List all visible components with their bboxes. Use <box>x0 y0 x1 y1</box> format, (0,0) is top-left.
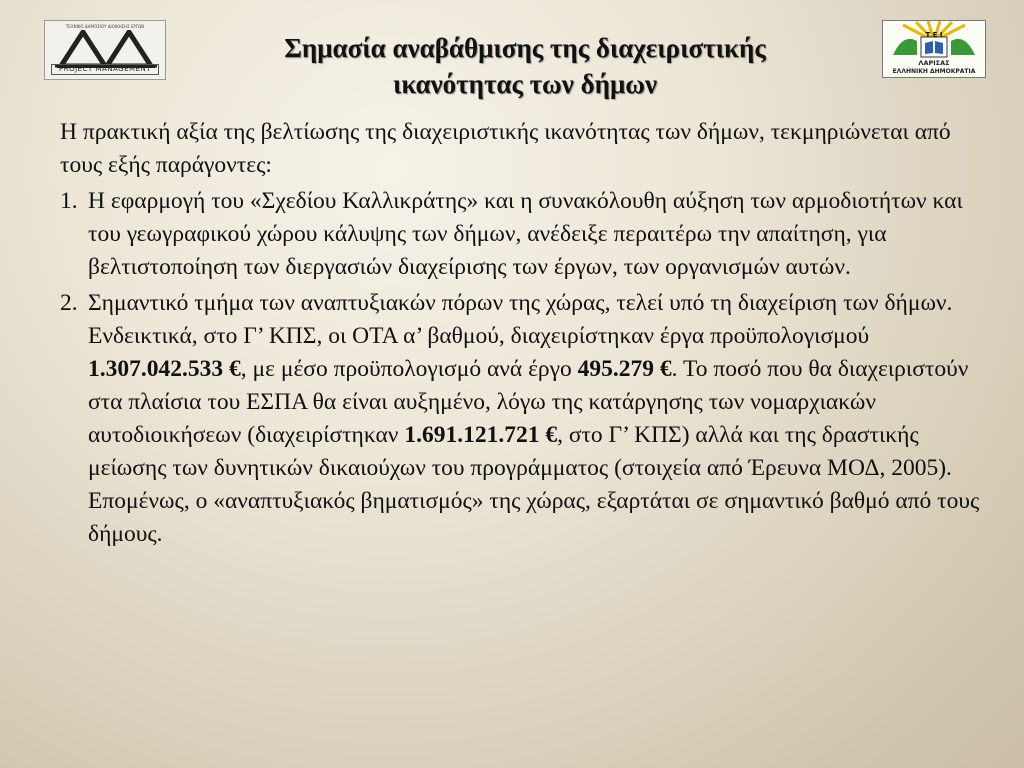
tei-larissa-logo <box>882 20 986 78</box>
list-number: 1. <box>60 188 78 214</box>
text-segment: . Το ποσό που θα διαχειριστούν στα πλαίσια του ΕΣΠΑ θα είναι αυξημένο, λόγω της κατάργησης των νομαρχιακών αυτοδιοικήσεων (διαχειρίστηκαν <box>88 356 969 448</box>
tei-text: Τ Ε Ι <box>925 31 943 39</box>
country-text: ΕΛΛΗΝΙΚΗ ΔΗΜΟΚΡΑΤΙΑ <box>892 68 976 75</box>
delta-delta-mark-icon <box>53 30 159 68</box>
prefecture-budget-amount: 1.691.121.721 € <box>404 422 558 448</box>
average-budget-amount: 495.279 € <box>577 356 672 382</box>
title-line-1: Σημασία αναβάθμισης της διαχειριστικής <box>284 33 766 63</box>
text-segment: Σημαντικό τμήμα των αναπτυξιακών πόρων της χώρας, τελεί υπό τη διαχείριση των δήμων. Ενδεικτικά, στο Γ’ ΚΠΣ, οι ΟΤΑ α’ βαθμού, διαχειρίστηκαν έργα προϋπολογισμού <box>88 290 953 349</box>
text-segment: , στο Γ’ ΚΠΣ) αλλά και της δραστικής μείωσης των δυνητικών δικαιούχων του προγράμματος (στοιχεία από Έρευνα ΜΟΔ, 2005). Επομένως, ο «αναπτυξιακός βηματισμός» της χώρας, εξαρτάται σε σημαντικό βαθμό από τους δήμους. <box>88 422 980 547</box>
sun-emblem-icon <box>883 21 985 61</box>
slide-title <box>190 30 860 102</box>
city-text: ΛΑΡΙΣΑΣ <box>918 59 950 67</box>
logo-small-text: ΤΕΧΝΙΚΟ ΔΗΜΟΣΙΟΥ ΔΙΟΙΚΗΣΗΣ ΕΡΓΩΝ <box>65 24 145 29</box>
slide-body <box>60 116 990 551</box>
title-line-2: ικανότητας των δήμων <box>392 69 658 99</box>
list-item-text <box>88 290 979 547</box>
project-management-logo <box>44 20 166 80</box>
logo-label: PROJECT MANAGEMENT <box>51 64 159 75</box>
list-item-1 <box>60 185 990 284</box>
intro-paragraph: Η πρακτική αξία της βελτίωσης της διαχειριστικής ικανότητας των δήμων, τεκμηριώνεται από τους εξής παράγοντες: <box>60 119 951 178</box>
list-number: 2. <box>60 290 78 316</box>
text-segment: , με μέσο προϋπολογισμό ανά έργο <box>240 356 578 382</box>
budget-amount: 1.307.042.533 € <box>88 356 241 382</box>
list-item-2 <box>60 287 990 551</box>
list-item-text: Η εφαρμογή του «Σχεδίου Καλλικράτης» και η συνακόλουθη αύξηση των αρμοδιοτήτων και του γεωγραφικού χώρου κάλυψης των δήμων, ανέδειξε περαιτέρω την απαίτηση, για βελτιστοποίηση των διεργασιών διαχείρισης των έργων, των οργανισμών αυτών. <box>88 188 963 280</box>
